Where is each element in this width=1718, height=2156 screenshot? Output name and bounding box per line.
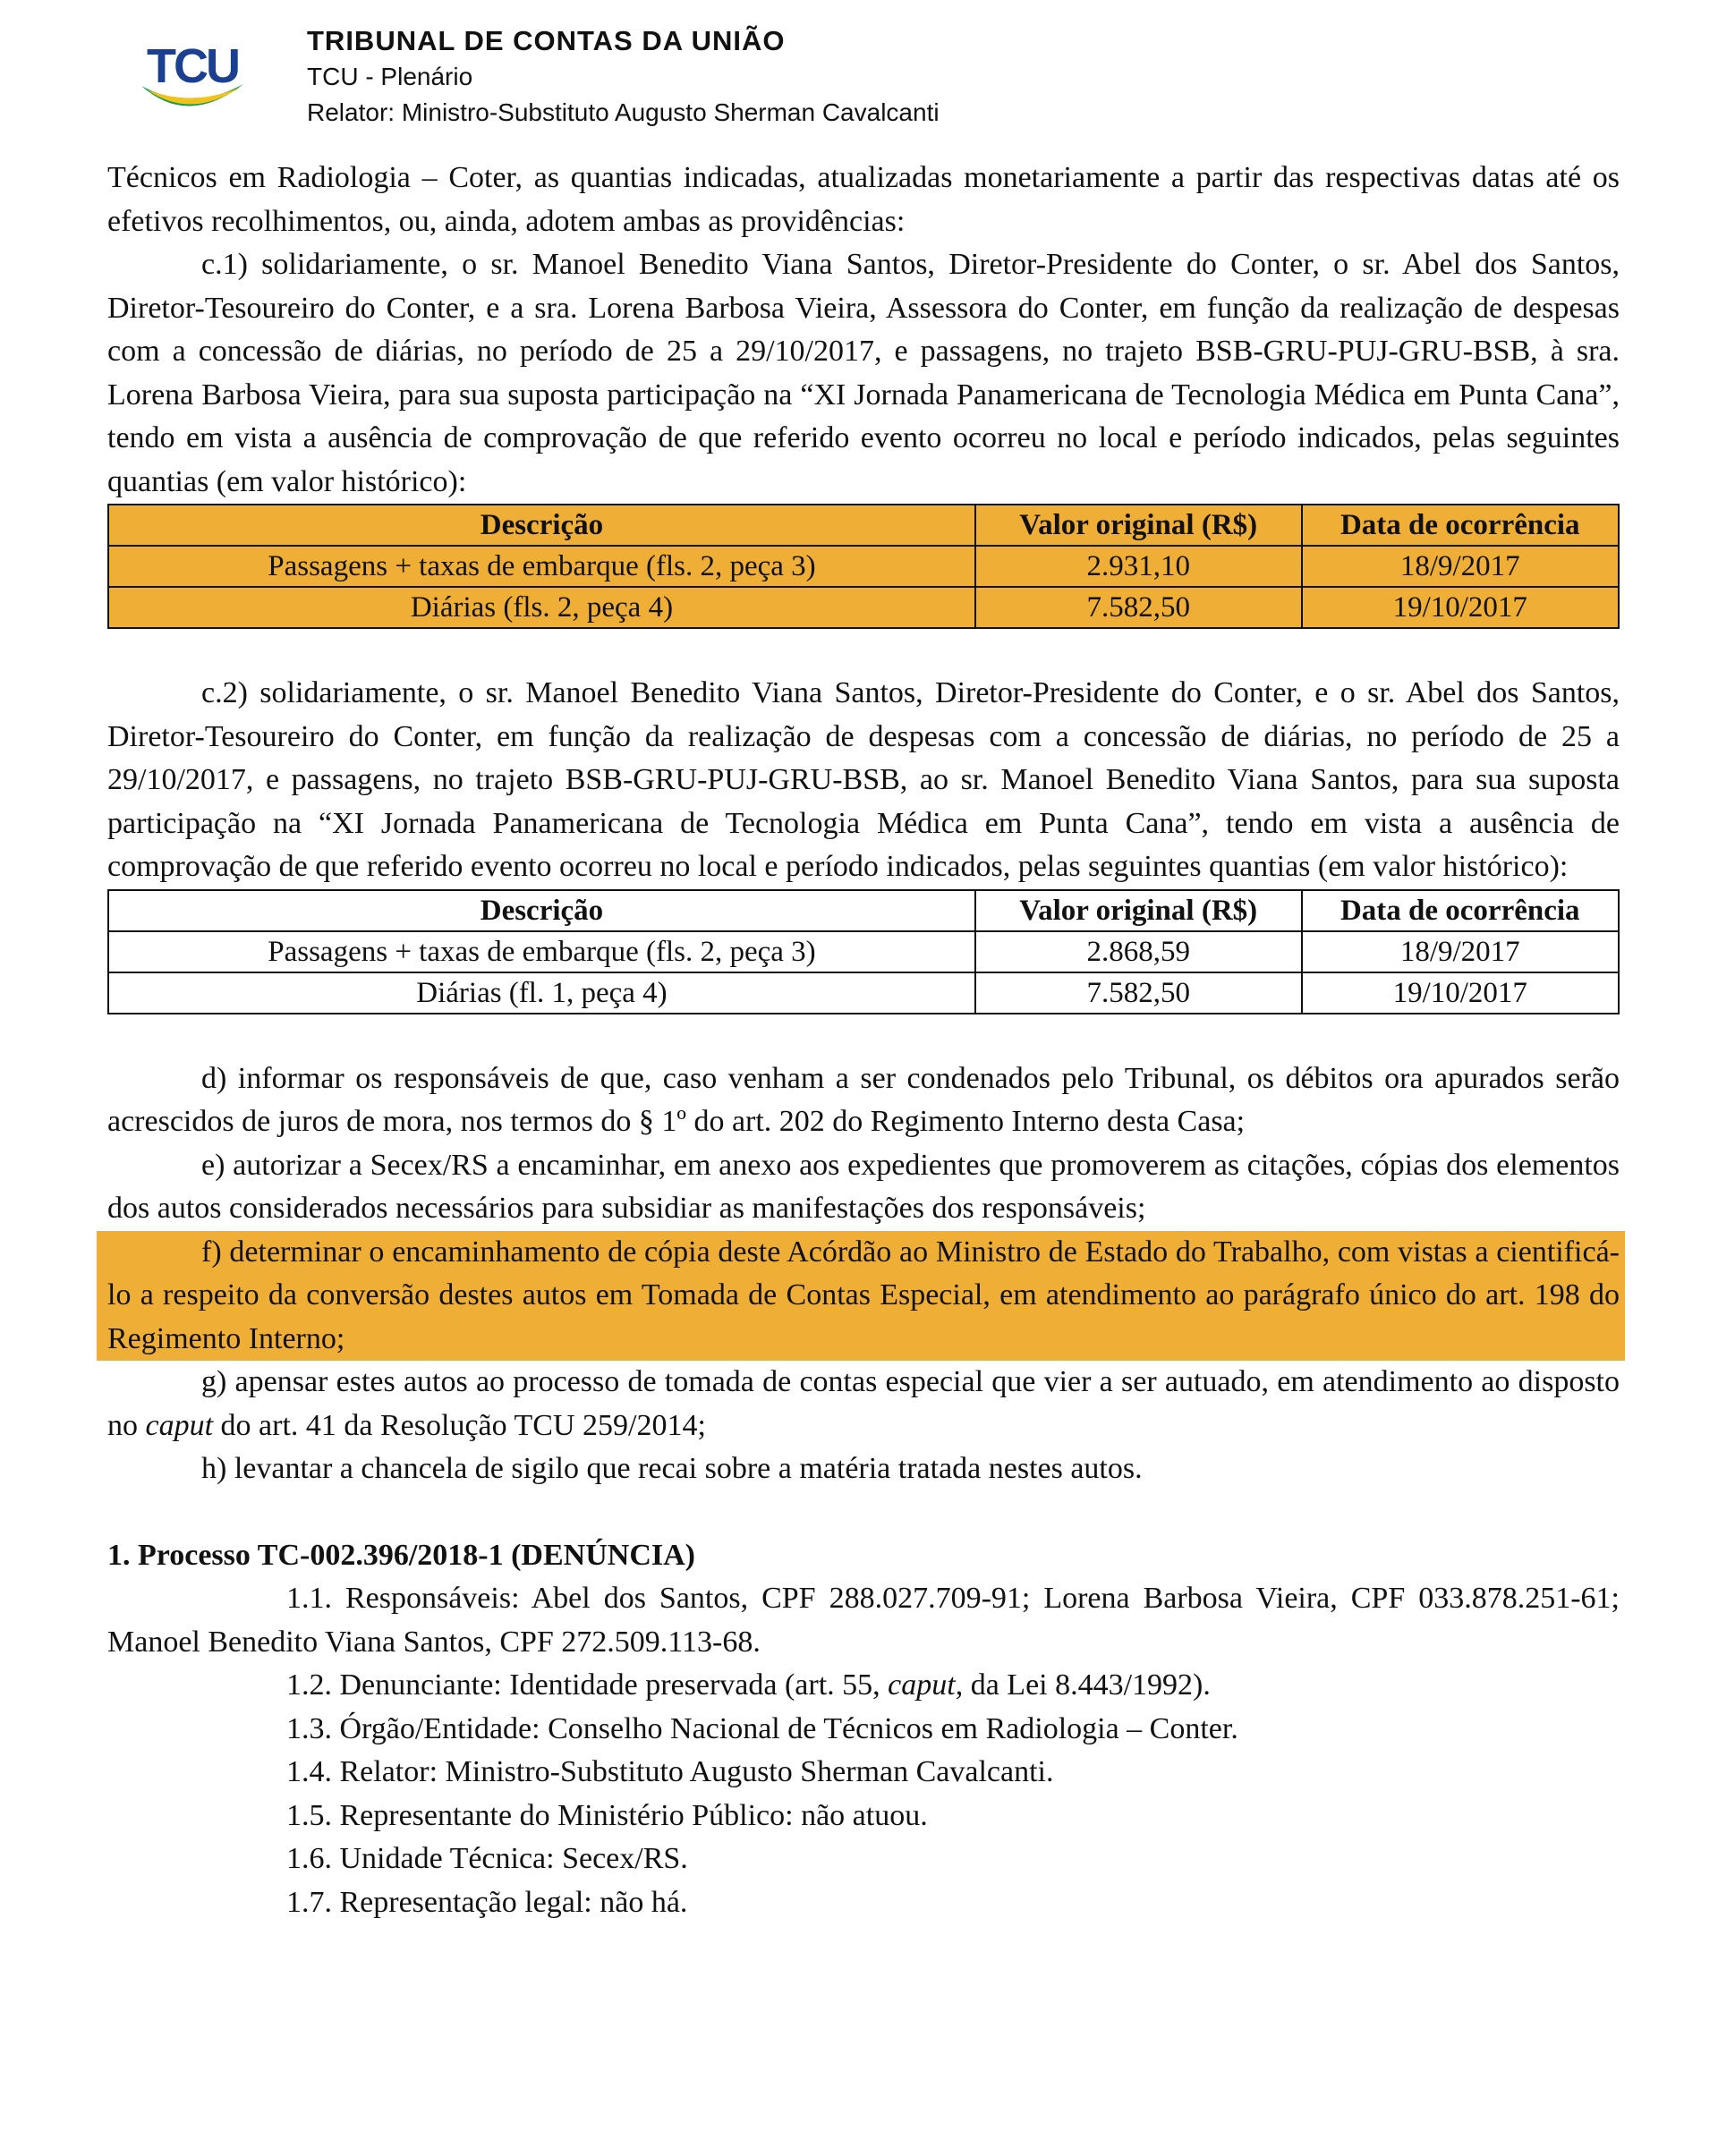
process-item-1-3: 1.3. Órgão/Entidade: Conselho Nacional de Técnicos em Radiologia – Conter.: [286, 1711, 1238, 1745]
cell-valor: 7.582,50: [975, 972, 1302, 1014]
process-heading: 1. Processo TC-002.396/2018-1 (DENÚNCIA): [107, 1538, 695, 1572]
header-valor: Valor original (R$): [975, 505, 1302, 546]
cell-descricao: Passagens + taxas de embarque (fls. 2, peça 3): [108, 546, 975, 587]
header-valor: Valor original (R$): [975, 890, 1302, 931]
item-1-2-text: 1.2. Denunciante: Identidade preservada (art. 55,: [286, 1668, 889, 1702]
paragraph-intro: Técnicos em Radiologia – Coter, as quantias indicadas, atualizadas monetariamente a partir das respectivas datas até os efetivos recolhimentos, ou, ainda, adotem ambas as providências:: [107, 161, 1620, 238]
table-header-row: [108, 505, 1619, 546]
process-item-1-4: 1.4. Relator: Ministro-Substituto Augusto Sherman Cavalcanti.: [286, 1755, 1054, 1788]
session-label: TCU - Plenário: [307, 63, 473, 90]
debt-table-2: [107, 889, 1620, 1014]
item-1-2-text-end: , da Lei 8.443/1992).: [955, 1668, 1211, 1702]
cell-data: 19/10/2017: [1302, 972, 1619, 1014]
cell-descricao: Diárias (fls. 2, peça 4): [108, 587, 975, 628]
table-row: [108, 972, 1619, 1014]
paragraph-g: [107, 1361, 1620, 1447]
header-descricao: Descrição: [108, 505, 975, 546]
process-item-1-7: 1.7. Representação legal: não há.: [286, 1885, 688, 1919]
process-item-1-6: 1.6. Unidade Técnica: Secex/RS.: [286, 1842, 688, 1875]
cell-valor: 2.931,10: [975, 546, 1302, 587]
header-descricao: Descrição: [108, 890, 975, 931]
table-row: [108, 587, 1619, 628]
process-item-1-5: 1.5. Representante do Ministério Público: não atuou.: [286, 1798, 928, 1832]
header-data: Data de ocorrência: [1302, 505, 1619, 546]
paragraph-c1: c.1) solidariamente, o sr. Manoel Benedito Viana Santos, Diretor-Presidente do Conter, o sr. Abel dos Santos, Diretor-Tesoureiro do Conter, e a sra. Lorena Barbosa Vieira, Assessora do Conter, em função da realização de despesas com a concessão de diárias, no período de 25 a 29/10/2017, e passagens, no trajeto BSB-GRU-PUJ-GRU-BSB, à sra. Lorena Barbosa Vieira, para sua suposta participação na “XI Jornada Panamericana de Tecnologia Médica em Punta Cana”, tendo em vista a ausência de comprovação de que referido evento ocorreu no local e período indicados, pelas seguintes quantias (em valor histórico):: [107, 248, 1620, 498]
tcu-logo: [134, 30, 251, 120]
paragraph-g-text: g) apensar estes autos ao processo de tomada de contas especial que vier a ser autuado, em atendimento ao disposto no: [107, 1365, 1620, 1442]
cell-valor: 7.582,50: [975, 587, 1302, 628]
cell-data: 19/10/2017: [1302, 587, 1619, 628]
table-header-row: [108, 890, 1619, 931]
cell-descricao: Diárias (fl. 1, peça 4): [108, 972, 975, 1014]
logo-text: TCU: [147, 39, 238, 93]
cell-descricao: Passagens + taxas de embarque (fls. 2, peça 3): [108, 931, 975, 972]
cell-data: 18/9/2017: [1302, 931, 1619, 972]
process-item-1-1: 1.1. Responsáveis: Abel dos Santos, CPF 288.027.709-91; Lorena Barbosa Vieira, CPF 033.878.251-61; Manoel Benedito Viana Santos, CPF 272.509.113-68.: [107, 1582, 1620, 1659]
cell-data: 18/9/2017: [1302, 546, 1619, 587]
document-header: [134, 23, 1566, 140]
header-text: [307, 23, 940, 131]
paragraph-c2: c.2) solidariamente, o sr. Manoel Benedito Viana Santos, Diretor-Presidente do Conter, e o sr. Abel dos Santos, Diretor-Tesoureiro do Conter, em função da realização de despesas com a concessão de diárias, no período de 25 a 29/10/2017, e passagens, no trajeto BSB-GRU-PUJ-GRU-BSB, ao sr. Manoel Benedito Viana Santos, para sua suposta participação na “XI Jornada Panamericana de Tecnologia Médica em Punta Cana”, tendo em vista a ausência de comprovação de que referido evento ocorreu no local e período indicados, pelas seguintes quantias (em valor histórico):: [107, 676, 1620, 883]
debt-table-1: [107, 504, 1620, 629]
table-row: [108, 546, 1619, 587]
paragraph-g-caput: caput: [145, 1408, 214, 1442]
item-1-2-caput: caput: [888, 1668, 956, 1702]
court-title: TRIBUNAL DE CONTAS DA UNIÃO: [307, 25, 786, 56]
table-row: [108, 931, 1619, 972]
document-body: [107, 157, 1620, 1924]
paragraph-f-highlighted: f) determinar o encaminhamento de cópia deste Acórdão ao Ministro de Estado do Trabalho, com vistas a cientificá-lo a respeito da conversão destes autos em Tomada de Contas Especial, em atendimento ao parágrafo único do art. 198 do Regimento Interno;: [97, 1231, 1625, 1362]
paragraph-d: d) informar os responsáveis de que, caso venham a ser condenados pelo Tribunal, os débitos ora apurados serão acrescidos de juros de mora, nos termos do § 1º do art. 202 do Regimento Interno desta Casa;: [107, 1061, 1620, 1138]
relator-label: Relator: Ministro-Substituto Augusto Sherman Cavalcanti: [307, 98, 940, 126]
paragraph-h: h) levantar a chancela de sigilo que recai sobre a matéria tratada nestes autos.: [201, 1452, 1143, 1485]
paragraph-e: e) autorizar a Secex/RS a encaminhar, em anexo aos expedientes que promoverem as citações, cópias dos elementos dos autos considerados necessários para subsidiar as manifestações dos responsáveis;: [107, 1148, 1620, 1225]
header-data: Data de ocorrência: [1302, 890, 1619, 931]
paragraph-g-text-end: do art. 41 da Resolução TCU 259/2014;: [213, 1408, 706, 1442]
process-item-1-2: [107, 1664, 1620, 1708]
cell-valor: 2.868,59: [975, 931, 1302, 972]
